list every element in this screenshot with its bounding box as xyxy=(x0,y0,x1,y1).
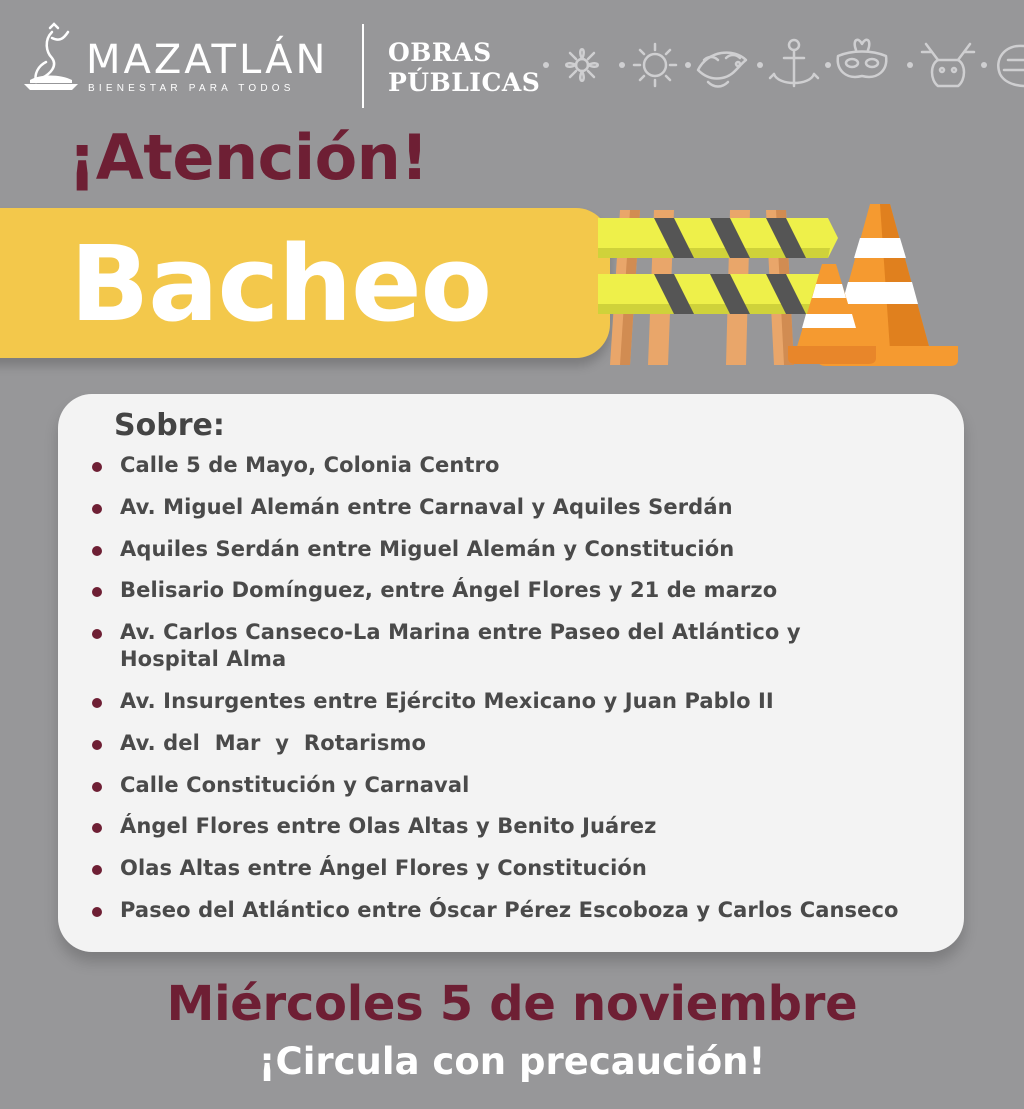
brand-title: MAZATLÁN xyxy=(86,37,329,83)
headline: ¡Atención! xyxy=(68,121,429,194)
fish-icon xyxy=(698,53,746,87)
date-line: Miércoles 5 de noviembre xyxy=(166,976,858,1032)
list-item: Calle 5 de Mayo, Colonia Centro xyxy=(90,452,950,479)
flower-icon xyxy=(566,49,598,81)
banner-text: Bacheo xyxy=(70,223,492,345)
list-item: Av. Carlos Canseco-La Marina entre Paseo del Atlántico y Hospital Alma xyxy=(90,619,840,673)
list-item: Ángel Flores entre Olas Altas y Benito Juárez xyxy=(90,813,950,840)
deer-icon xyxy=(922,44,974,86)
department-name-line1: OBRAS xyxy=(388,38,492,67)
list-item: Calle Constitución y Carnaval xyxy=(90,772,950,799)
brand-tagline: BIENESTAR PARA TODOS xyxy=(88,83,295,94)
header-divider xyxy=(362,24,364,108)
mazatlan-logo-icon xyxy=(20,22,82,92)
list-item: Paseo del Atlántico entre Óscar Pérez Escoboza y Carlos Canseco xyxy=(90,897,950,924)
caution-line: ¡Circula con precaución! xyxy=(258,1040,766,1083)
carnival-mask-icon xyxy=(838,40,887,77)
list-item: Av. Miguel Alemán entre Carnaval y Aquiles Serdán xyxy=(90,494,950,521)
road-barrier-and-cones-icon xyxy=(590,200,970,375)
list-item: Aquiles Serdán entre Miguel Alemán y Constitución xyxy=(90,536,950,563)
list-item: Belisario Domínguez, entre Ángel Flores y 21 de marzo xyxy=(90,577,950,604)
list-item: Av. Insurgentes entre Ejército Mexicano y Juan Pablo II xyxy=(90,688,950,715)
anchor-icon xyxy=(770,40,818,86)
card-heading: Sobre: xyxy=(114,408,225,443)
department-name-line2: PÚBLICAS xyxy=(388,68,541,97)
list-item: Olas Altas entre Ángel Flores y Constitución xyxy=(90,855,950,882)
ornament-strip xyxy=(538,30,1024,100)
location-list xyxy=(90,452,950,939)
sun-icon xyxy=(634,44,676,86)
list-item: Av. del Mar y Rotarismo xyxy=(90,730,950,757)
shell-icon xyxy=(998,46,1024,86)
